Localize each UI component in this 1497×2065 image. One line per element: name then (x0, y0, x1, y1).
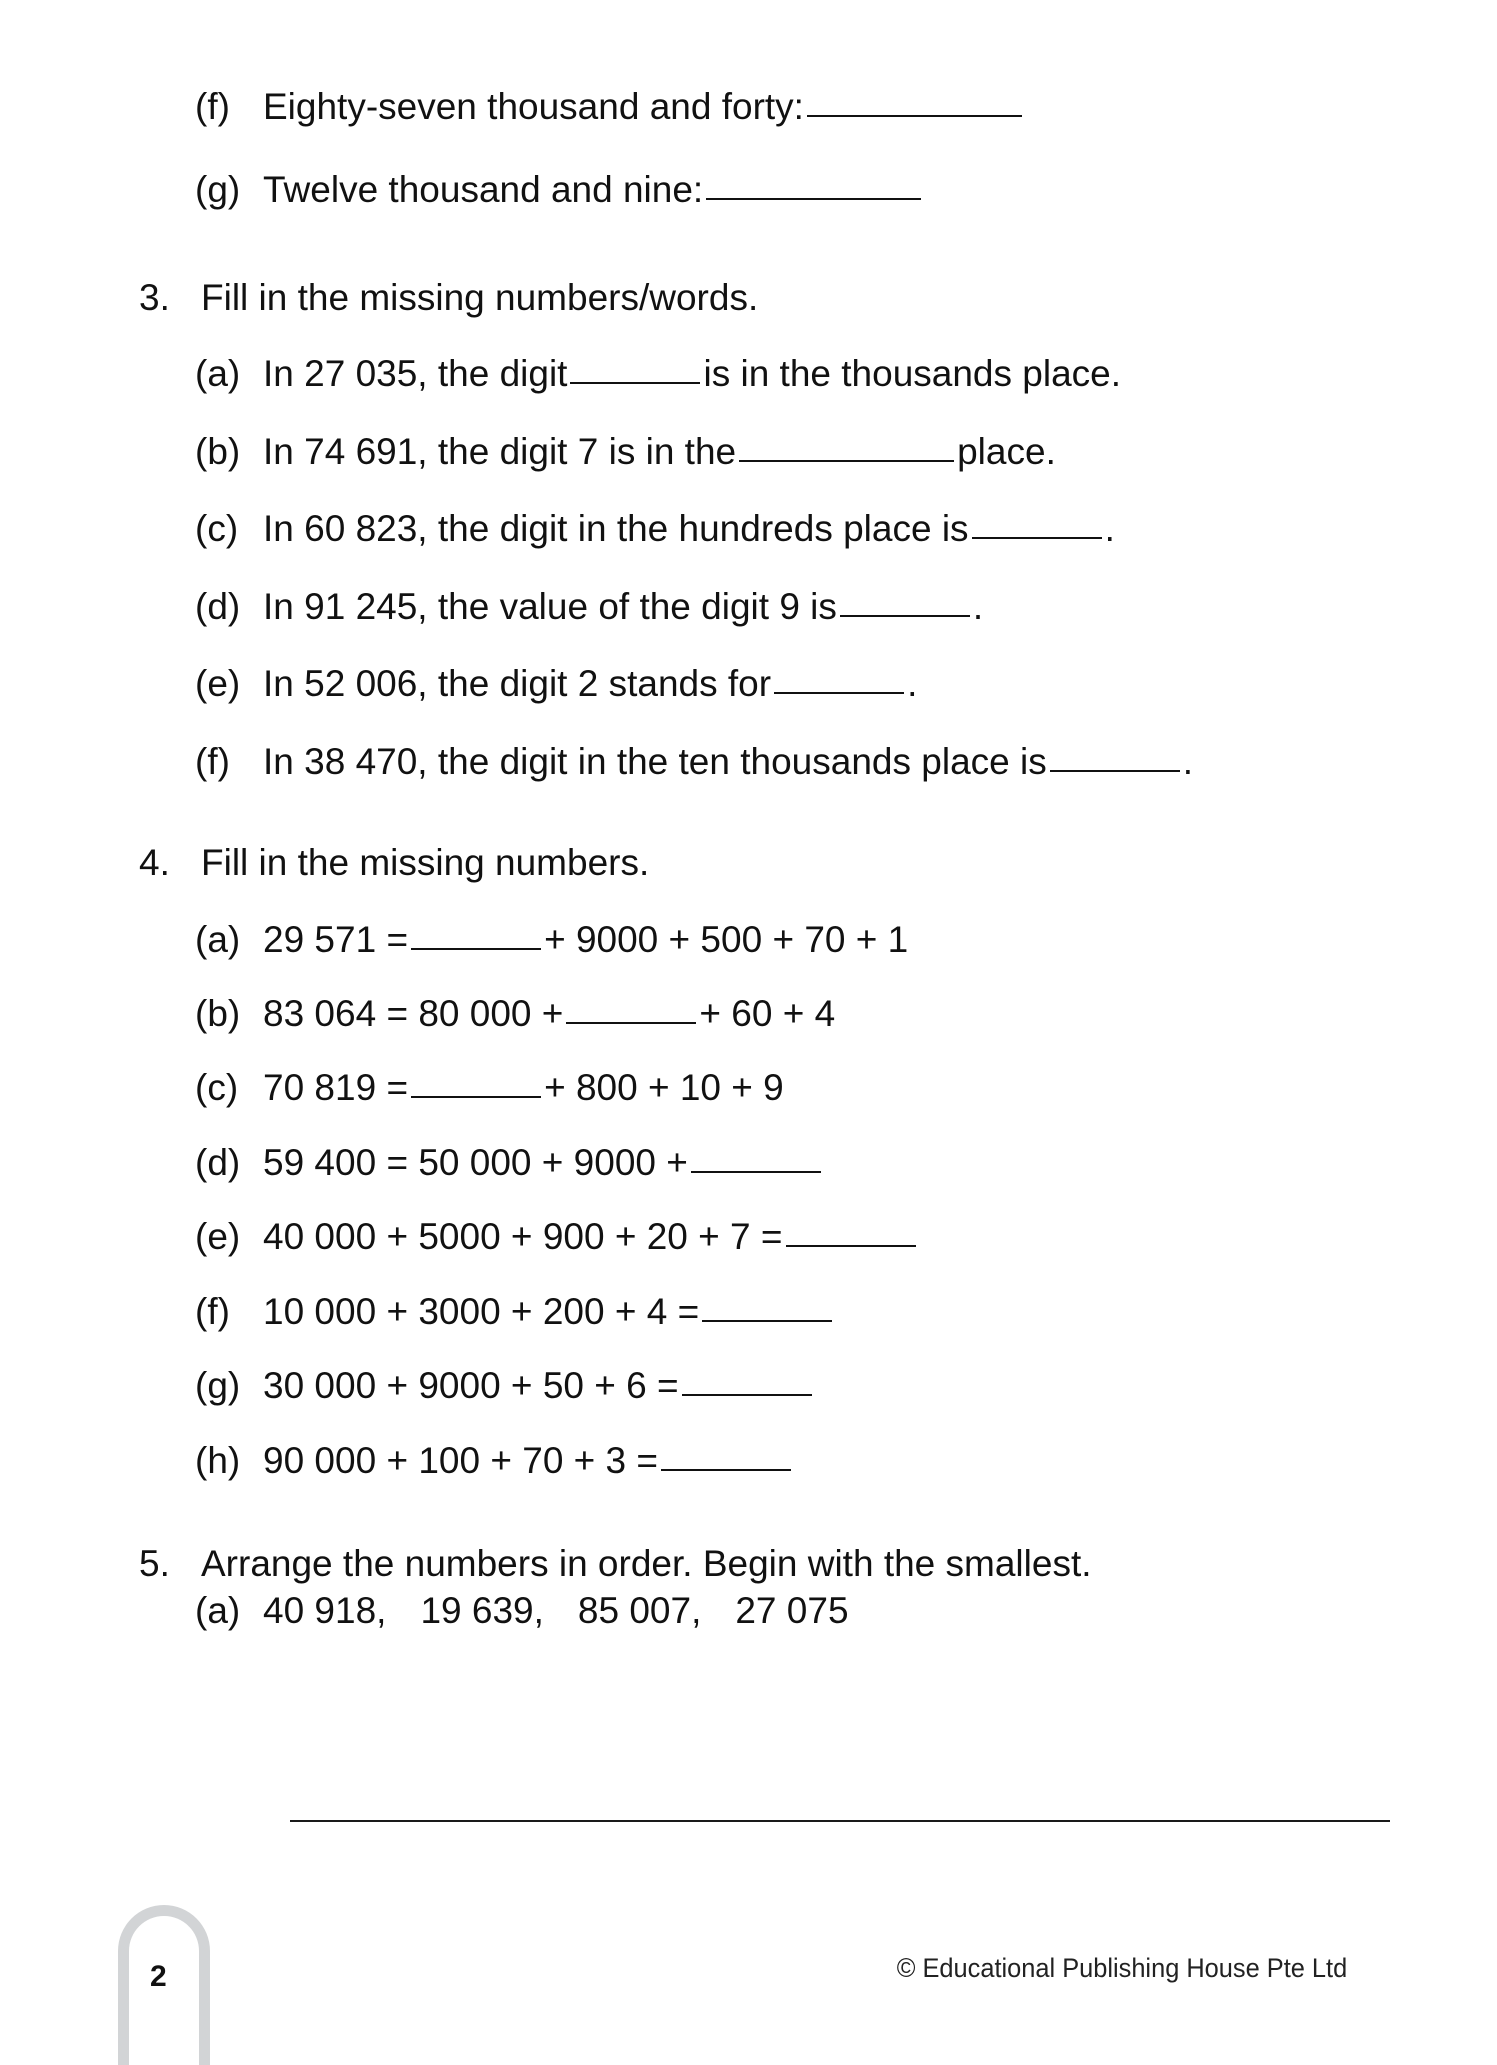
answer-blank[interactable] (661, 1469, 791, 1471)
item-text-before: In 91 245, the value of the digit 9 is (263, 585, 837, 627)
item-text (263, 508, 1115, 549)
item-text (263, 993, 835, 1034)
item-text-after: + 60 + 4 (699, 993, 836, 1035)
item-label: (e) (195, 663, 241, 705)
answer-blank[interactable] (570, 382, 700, 384)
answer-blank[interactable] (702, 1320, 832, 1322)
item-text (263, 919, 908, 960)
item-text-before: In 52 006, the digit 2 stands for (263, 663, 772, 705)
item-text-before: 30 000 + 9000 + 50 + 6 = (263, 1365, 679, 1407)
question-5-heading (135, 1543, 1347, 1586)
item-text (263, 353, 1121, 394)
list-item (195, 1142, 1347, 1183)
item-label: (e) (195, 1216, 241, 1258)
list-item (195, 86, 1347, 127)
answer-blank[interactable] (786, 1245, 916, 1247)
answer-blank[interactable] (706, 198, 921, 200)
list-item (195, 169, 1347, 210)
item-text-before: In 74 691, the digit 7 is in the (263, 430, 737, 472)
item-label: (g) (195, 169, 241, 211)
answer-blank[interactable] (774, 692, 904, 694)
item-label: (c) (195, 1067, 239, 1109)
item-text (263, 169, 924, 210)
page-number: 2 (150, 1960, 167, 1993)
item-text-after: . (907, 663, 918, 705)
number-value: 19 639, (420, 1589, 544, 1631)
item-label: (f) (195, 740, 230, 782)
item-label: (b) (195, 993, 241, 1035)
item-text (263, 1216, 919, 1257)
answer-blank[interactable] (411, 1096, 541, 1098)
number-value: 85 007, (577, 1589, 702, 1631)
item-text (263, 1142, 824, 1183)
item-text (263, 86, 1025, 127)
list-item (195, 1291, 1347, 1332)
question-instruction: Fill in the missing numbers/words. (201, 276, 759, 318)
item-text-after: . (1104, 508, 1115, 550)
item-text (263, 663, 917, 704)
item-text-after: . (972, 585, 984, 627)
item-text-before: 90 000 + 100 + 70 + 3 = (263, 1439, 659, 1481)
answer-blank[interactable] (840, 615, 970, 617)
item-label: (f) (195, 86, 230, 127)
item-label: (a) (195, 918, 241, 960)
item-text-before: 83 064 = 80 000 + (263, 993, 564, 1035)
answer-blank[interactable] (1050, 770, 1180, 772)
item-label: (h) (195, 1439, 241, 1481)
item-label: (a) (195, 1589, 241, 1631)
answer-blank[interactable] (682, 1394, 812, 1396)
list-item (195, 1590, 1347, 1631)
item-label: (g) (195, 1365, 241, 1407)
answer-blank[interactable] (566, 1022, 696, 1024)
item-text (263, 1291, 835, 1332)
list-item (195, 586, 1347, 627)
question-instruction: Fill in the missing numbers. (201, 842, 650, 884)
number-sequence (263, 1590, 849, 1631)
item-label: (f) (195, 1290, 230, 1332)
question-4-heading (135, 842, 1347, 885)
item-text (263, 586, 983, 627)
item-label: (d) (195, 585, 241, 627)
list-item (195, 508, 1347, 549)
answer-blank[interactable] (972, 537, 1102, 539)
list-item (195, 353, 1347, 394)
item-text-before: 40 000 + 5000 + 900 + 20 + 7 = (263, 1216, 783, 1258)
question-number: 5. (139, 1543, 170, 1585)
item-label: (c) (195, 508, 239, 550)
item-text-after: place. (957, 430, 1056, 472)
item-text (263, 1067, 784, 1108)
list-item (195, 919, 1347, 960)
item-label: (b) (195, 430, 241, 472)
item-text-before: 10 000 + 3000 + 200 + 4 = (263, 1290, 700, 1332)
item-text-before: 29 571 = (263, 918, 409, 960)
item-text-after: is in the thousands place. (703, 353, 1122, 395)
item-text-before: In 27 035, the digit (263, 353, 568, 395)
item-text-before: Twelve thousand and nine: (263, 169, 704, 211)
item-label: (d) (195, 1141, 241, 1183)
item-label: (a) (195, 353, 241, 395)
number-value: 27 075 (735, 1589, 849, 1631)
answer-blank[interactable] (691, 1171, 821, 1173)
item-text-before: In 38 470, the digit in the ten thousands place is (263, 740, 1047, 782)
question-4-items (195, 919, 1347, 1482)
list-item (195, 663, 1347, 704)
item-text (263, 431, 1056, 472)
answer-blank[interactable] (807, 115, 1022, 117)
item-text-before: Eighty-seven thousand and forty: (263, 86, 804, 127)
question-number: 4. (139, 842, 170, 884)
item-text-after: + 9000 + 500 + 70 + 1 (544, 918, 909, 960)
item-text (263, 741, 1193, 782)
list-item (195, 431, 1347, 472)
list-item (195, 1365, 1347, 1406)
question-number: 3. (139, 276, 170, 318)
orphan-items-group (195, 86, 1347, 211)
list-item (195, 993, 1347, 1034)
item-text (263, 1440, 794, 1481)
item-text (263, 1365, 815, 1406)
answer-blank[interactable] (739, 460, 954, 462)
item-text-before: 70 819 = (263, 1067, 409, 1109)
item-text-after: . (1182, 740, 1194, 782)
question-3-items (195, 353, 1347, 782)
item-text-before: 59 400 = 50 000 + 9000 + (263, 1141, 688, 1183)
answer-blank[interactable] (411, 948, 541, 950)
question-3-heading (135, 277, 1347, 320)
list-item (195, 1216, 1347, 1257)
list-item (195, 1440, 1347, 1481)
number-value: 40 918, (263, 1589, 387, 1631)
question-instruction: Arrange the numbers in order. Begin with the smallest. (201, 1543, 1092, 1585)
list-item (195, 1067, 1347, 1108)
item-text-after: + 800 + 10 + 9 (544, 1067, 784, 1109)
footer-divider (290, 1820, 1390, 1822)
copyright-notice: © Educational Publishing House Pte Ltd (896, 1953, 1347, 1983)
list-item (195, 741, 1347, 782)
item-text-before: In 60 823, the digit in the hundreds place is (263, 508, 969, 550)
